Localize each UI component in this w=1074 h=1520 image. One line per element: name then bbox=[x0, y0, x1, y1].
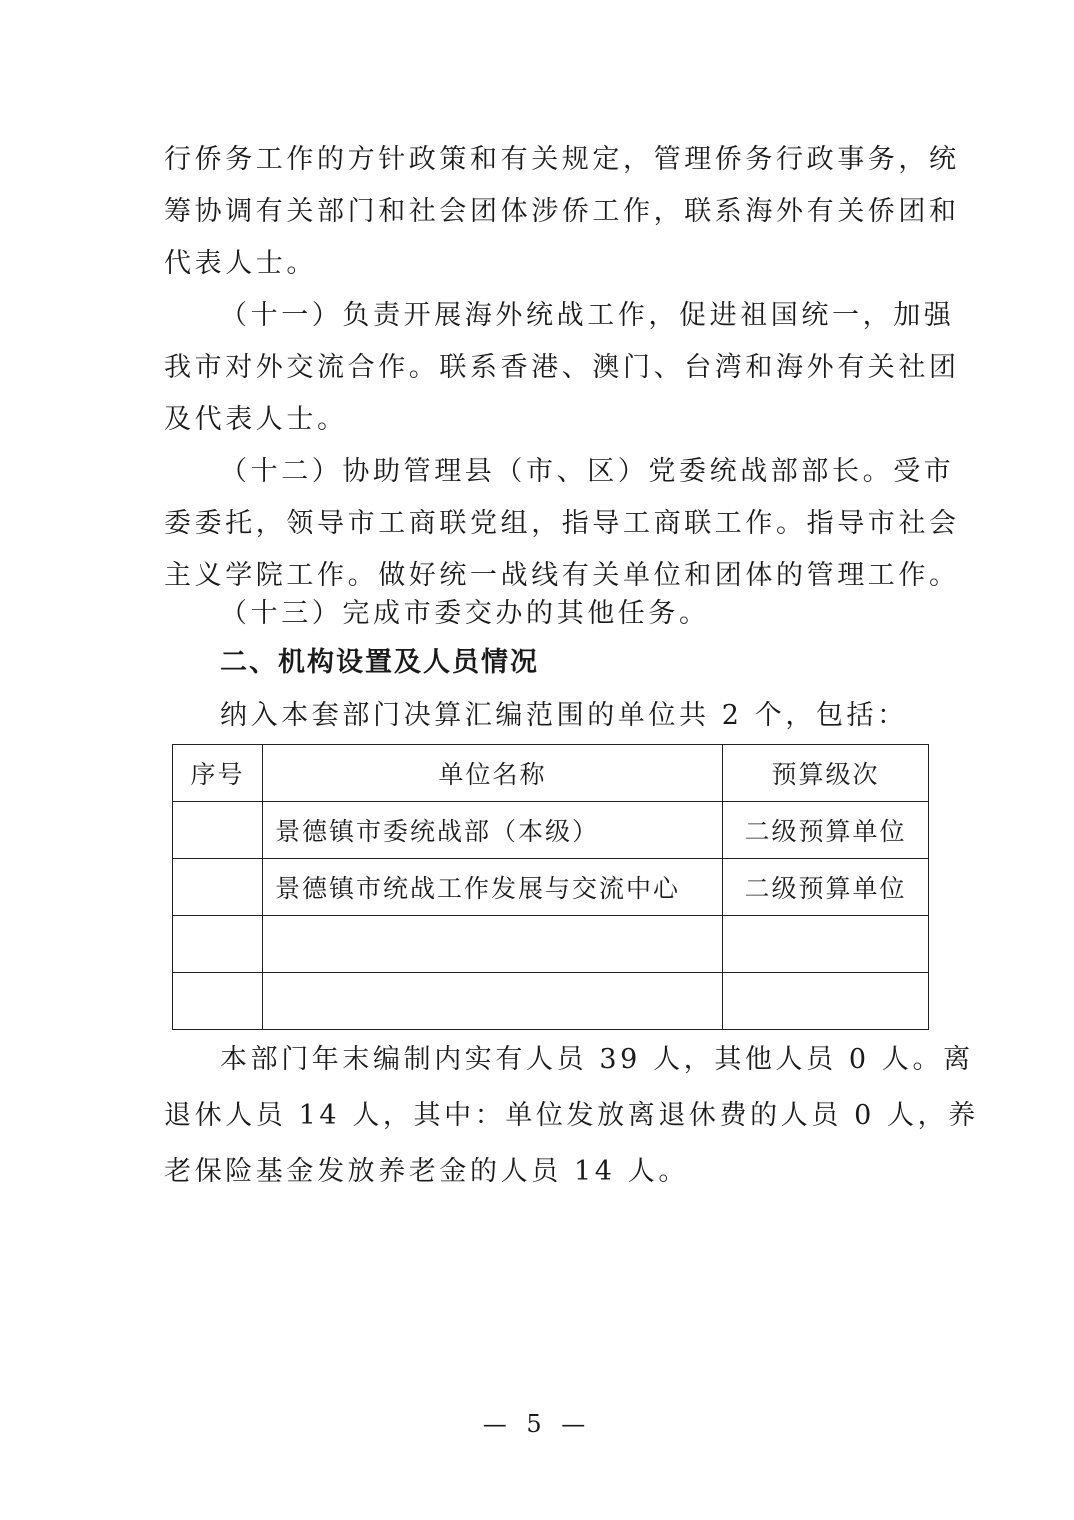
paragraph-line: 委委托，领导市工商联党组，指导工商联工作。指导市社会 bbox=[164, 508, 960, 539]
paragraph-line: 我市对外交流合作。联系香港、澳门、台湾和海外有关社团 bbox=[164, 352, 960, 383]
cell-budget-level: 二级预算单位 bbox=[723, 859, 929, 916]
cell-unit-name: 景德镇市委统战部（本级） bbox=[263, 802, 723, 859]
cell-unit-name bbox=[263, 973, 723, 1030]
cell-index bbox=[173, 802, 263, 859]
paragraph-line: 筹协调有关部门和社会团体涉侨工作，联系海外有关侨团和 bbox=[164, 196, 960, 227]
paragraph-line: 代表人士。 bbox=[164, 248, 317, 279]
table-row bbox=[173, 916, 929, 973]
cell-unit-name: 景德镇市统战工作发展与交流中心 bbox=[263, 859, 723, 916]
table-row bbox=[173, 973, 929, 1030]
cell-budget-level bbox=[723, 973, 929, 1030]
table-row bbox=[173, 859, 929, 916]
units-table bbox=[172, 744, 929, 1030]
cell-index bbox=[173, 916, 263, 973]
header-unit-name: 单位名称 bbox=[263, 745, 723, 802]
staffing-line: 老保险基金发放养老金的人员 14 人。 bbox=[164, 1156, 689, 1187]
intro-text: 纳入本套部门决算汇编范围的单位共 2 个，包括： bbox=[220, 700, 908, 731]
staffing-line: 本部门年末编制内实有人员 39 人，其他人员 0 人。离 bbox=[220, 1044, 974, 1075]
paragraph-line: 行侨务工作的方针政策和有关规定，管理侨务行政事务，统 bbox=[164, 144, 960, 175]
table-header-row bbox=[173, 745, 929, 802]
paragraph-line: （十一）负责开展海外统战工作，促进祖国统一，加强 bbox=[220, 300, 955, 331]
table-row bbox=[173, 802, 929, 859]
page-number: — 5 — bbox=[482, 1410, 592, 1438]
header-budget-level: 预算级次 bbox=[723, 745, 929, 802]
header-index: 序号 bbox=[173, 745, 263, 802]
cell-budget-level bbox=[723, 916, 929, 973]
paragraph-line: 主义学院工作。做好统一战线有关单位和团体的管理工作。 bbox=[164, 560, 960, 591]
cell-index bbox=[173, 859, 263, 916]
cell-unit-name bbox=[263, 916, 723, 973]
section-heading: 二、机构设置及人员情况 bbox=[220, 647, 539, 678]
cell-index bbox=[173, 973, 263, 1030]
cell-budget-level: 二级预算单位 bbox=[723, 802, 929, 859]
staffing-line: 退休人员 14 人，其中：单位发放离退休费的人员 0 人，养 bbox=[164, 1100, 979, 1131]
paragraph-line: （十三）完成市委交办的其他任务。 bbox=[220, 598, 710, 629]
paragraph-line: （十二）协助管理县（市、区）党委统战部部长。受市 bbox=[220, 456, 955, 487]
paragraph-line: 及代表人士。 bbox=[164, 404, 348, 435]
